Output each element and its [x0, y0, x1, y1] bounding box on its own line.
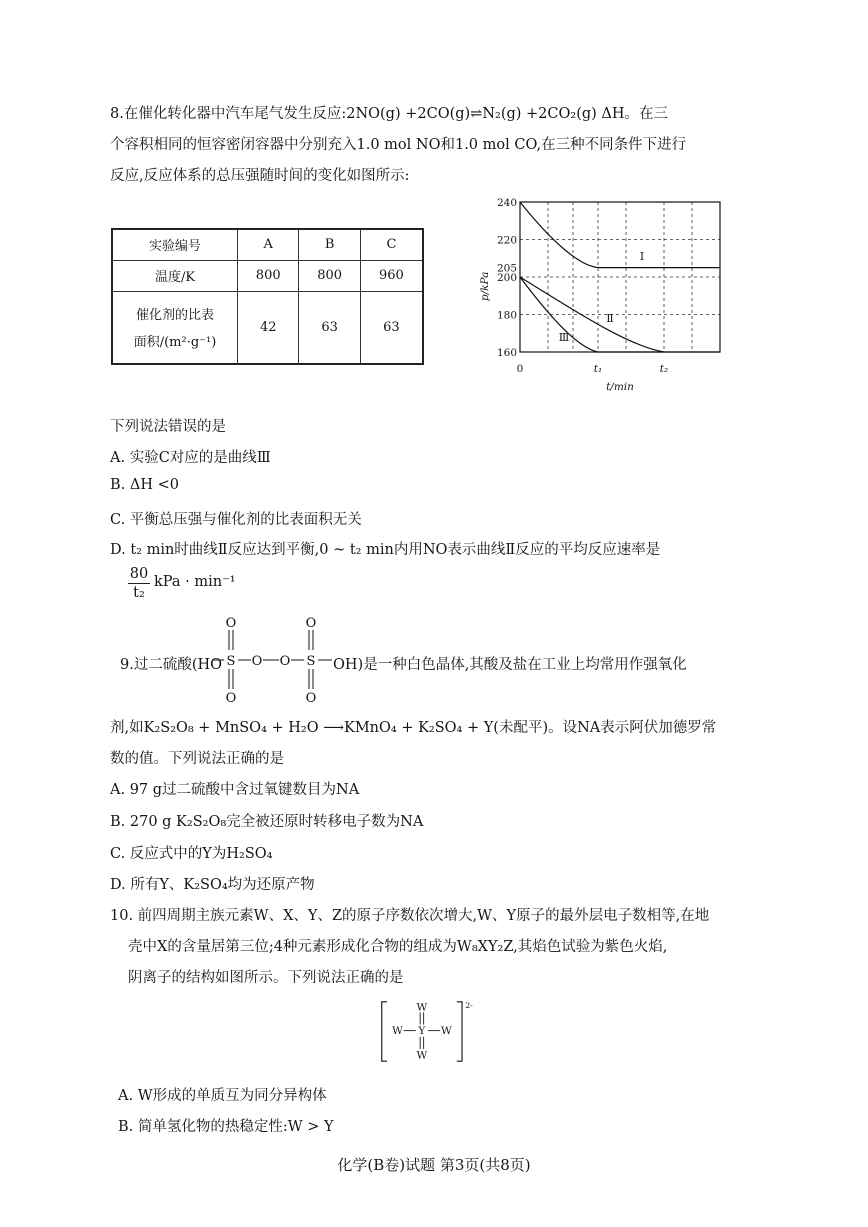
ion-w-right: W — [440, 1025, 452, 1038]
struct-s-2: S — [306, 654, 316, 669]
q8-option-a: A. 实验C对应的是曲线Ⅲ — [110, 450, 271, 466]
table-cell: 800 — [299, 260, 360, 291]
table-cell: 63 — [299, 291, 360, 364]
y-tick-label: 180 — [496, 309, 517, 322]
x-tick-label: t₂ — [659, 363, 669, 375]
fraction-denominator: t₂ — [133, 585, 145, 601]
q9-stem-suffix: OH)是一种白色晶体,其酸及盐在工业上均常用作强氧化 — [333, 657, 687, 673]
table-cell: 实验编号 — [112, 229, 238, 260]
y-axis-label: p/kPa — [479, 271, 491, 302]
table-cell: 63 — [360, 291, 423, 364]
struct-o-top-2: O — [305, 616, 317, 631]
q8-option-c: C. 平衡总压强与催化剂的比表面积无关 — [110, 512, 362, 528]
series-label-3: Ⅲ — [558, 330, 570, 344]
series-1-line — [520, 202, 720, 268]
ion-charge: 2- — [465, 1000, 473, 1010]
q8-prompt: 下列说法错误的是 — [110, 419, 226, 435]
table-cell: A — [238, 229, 299, 260]
q9-stem-line-3: 数的值。下列说法正确的是 — [110, 751, 284, 767]
table-cell: 800 — [238, 260, 299, 291]
table-cell: C — [360, 229, 423, 260]
q9-option-c: C. 反应式中的Y为H₂SO₄ — [110, 846, 273, 862]
x-axis-label: t/min — [606, 381, 634, 393]
chart-grid — [520, 202, 720, 352]
struct-o-bottom-2: O — [305, 691, 317, 706]
table-row — [112, 260, 423, 291]
pressure-time-chart — [468, 192, 738, 406]
ion-w-top: W — [416, 1001, 428, 1014]
x-tick-label: 0 — [516, 363, 524, 375]
struct-o-top-1: O — [225, 616, 237, 631]
table-cell: B — [299, 229, 360, 260]
cat-label-2: 面积/(m²·g⁻¹) — [133, 335, 217, 351]
series-label-2: Ⅱ — [606, 312, 614, 325]
table-row — [112, 291, 423, 364]
fraction-numerator: 80 — [129, 566, 149, 582]
q10-option-a: A. W形成的单质互为同分异构体 — [118, 1088, 327, 1104]
q10-stem-line-1: 10. 前四周期主族元素W、X、Y、Z的原子序数依次增大,W、Y原子的最外层电子数相等,在地 — [110, 908, 710, 924]
y-tick-label: 200 — [496, 272, 517, 284]
chart-labels — [479, 197, 668, 393]
table-cell — [112, 291, 238, 364]
q8-d-unit: kPa · min⁻¹ — [154, 574, 236, 590]
table-cell: 42 — [238, 291, 299, 364]
q8-d-fraction — [128, 565, 150, 602]
cat-label-1: 催化剂的比表 — [135, 308, 214, 324]
struct-o-bridge-1: O — [251, 654, 263, 669]
q10-option-b: B. 简单氢化物的热稳定性:W > Y — [118, 1119, 334, 1135]
struct-s-1: S — [226, 654, 236, 669]
q8-stem-line-3: 反应,反应体系的总压强随时间的变化如图所示: — [110, 168, 410, 184]
experiment-table — [111, 228, 424, 365]
struct-o-bottom-1: O — [225, 691, 237, 706]
q9-stem-line-2: 剂,如K₂S₂O₈ + MnSO₄ + H₂O ⟶KMnO₄ + K₂SO₄ + Y(未配平)。设NA表示阿伏加德罗常 — [110, 720, 717, 736]
q10-stem-line-3: 阴离子的结构如图所示。下列说法正确的是 — [128, 970, 404, 986]
q8-stem-line-1: 8.在催化转化器中汽车尾气发生反应:2NO(g) +2CO(g)⇌N₂(g) +2CO₂(g) ΔH。在三 — [110, 106, 669, 122]
q9-option-a: A. 97 g过二硫酸中含过氧键数目为NA — [110, 782, 360, 798]
q9-option-d: D. 所有Y、K₂SO₄均为还原产物 — [110, 877, 315, 893]
y-tick-label: 240 — [496, 197, 517, 209]
q8-option-d: D. t₂ min时曲线Ⅱ反应达到平衡,0 ~ t₂ min内用NO表示曲线Ⅱ反应的平均反应速率是 — [110, 542, 661, 558]
table-cell: 960 — [360, 260, 423, 291]
q9-option-b: B. 270 g K₂S₂O₈完全被还原时转移电子数为NA — [110, 814, 424, 830]
table-cell: 温度/K — [112, 260, 238, 291]
y-tick-label: 220 — [496, 234, 517, 247]
q8-option-b: B. ΔH <0 — [110, 477, 179, 493]
peroxydisulfuric-acid-structure — [212, 614, 352, 706]
ion-w-left: W — [392, 1025, 403, 1038]
q8-stem-line-2: 个容积相同的恒容密闭容器中分别充入1.0 mol NO和1.0 mol CO,在三种不同条件下进行 — [110, 137, 687, 153]
x-tick-label: t₁ — [593, 363, 603, 375]
anion-structure — [380, 1000, 476, 1070]
y-tick-label: 160 — [496, 347, 517, 359]
ion-w-bottom: W — [416, 1049, 428, 1062]
page-footer: 化学(B卷)试题 第3页(共8页) — [337, 1156, 531, 1174]
table-row — [112, 229, 423, 260]
series-label-1: Ⅰ — [639, 250, 645, 264]
y-tick-label: 205 — [496, 262, 517, 275]
ion-y-center: Y — [418, 1025, 426, 1038]
struct-o-bridge-2: O — [279, 654, 291, 669]
q9-stem-prefix: 9.过二硫酸(HO — [120, 657, 223, 673]
q10-stem-line-2: 壳中X的含量居第三位;4种元素形成化合物的组成为W₈XY₂Z,其焰色试验为紫色火焰, — [128, 939, 668, 955]
